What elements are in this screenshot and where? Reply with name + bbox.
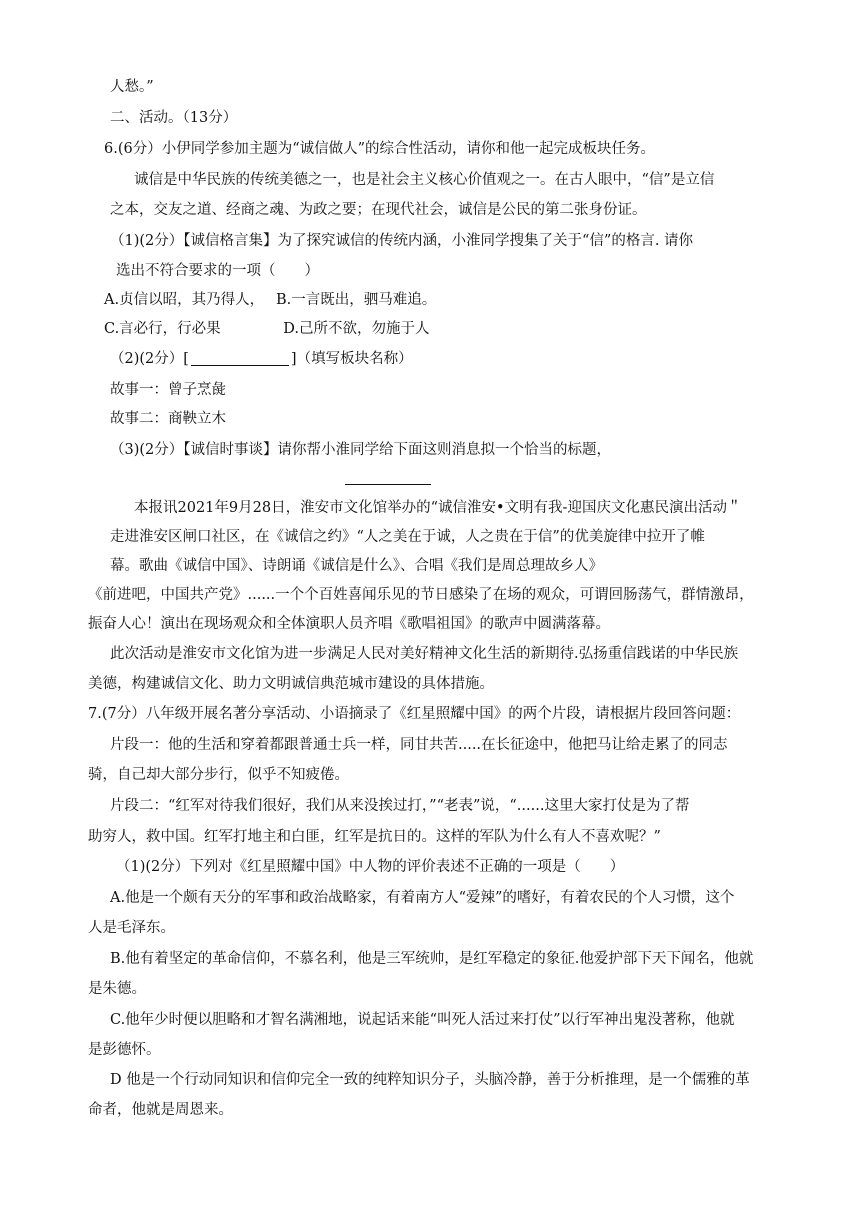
question-6-2-suffix: ]（填写板块名称） <box>290 351 413 367</box>
excerpt-one: 骑，自己却大部分步行，似乎不知疲倦。 <box>88 767 349 783</box>
question-6-stem: 6.(6分）小伊同学参加主题为“诚信做人”的综合性活动，请你和他一起完成板块任务。 <box>104 141 656 157</box>
option-b: 是朱德。 <box>88 981 146 997</box>
title-answer-line[interactable] <box>345 484 431 485</box>
text-line: 诚信是中华民族的传统美德之一，也是社会主义核心价值观之一。在古人眼中，“信”是立信 <box>134 172 715 188</box>
news-text: 《前进吧，中国共产党》......一个个百姓喜闻乐见的节日感染了在场的观众，可谓回肠荡气，群情激昂， <box>88 587 754 603</box>
option-b: B.他有着坚定的革命信仰，不慕名利，他是三军统帅，是红军稳定的象征.他爱护部下天下闻名，他就 <box>110 951 754 967</box>
option-a: A.他是一个颇有天分的军事和政治战略家，有着南方人“爱辣”的嗜好，有着农民的个人习惯，这个 <box>110 890 735 906</box>
excerpt-one: 片段一：他的生活和穿着都跟普通士兵一样，同甘共苦.....在长征途中，他把马让给走累了的同志 <box>110 737 728 753</box>
question-6-3: （3)(2分）【诚信时事谈】请你帮小淮同学给下面这则消息拟一个恰当的标题， <box>110 442 612 458</box>
news-text: 走进淮安区闸口社区，在《诚信之约》“人之美在于诚，人之贵在于信”的优美旋律中拉开了帷 <box>110 529 705 545</box>
text-line: 故事二：商鞅立木 <box>110 411 226 427</box>
question-7-stem: 7.(7分）八年级开展名著分享活动、小语摘录了《红星照耀中国》的两个片段，请根据片段回答问题： <box>88 706 741 722</box>
option-d: D 他是一个行动同知识和信仰完全一致的纯粹知识分子，头脑冷静，善于分析推理，是一个儒雅的革 <box>110 1072 750 1088</box>
excerpt-two: 助穷人，救中国。红军打地主和白匪，红军是抗日的。这样的军队为什么有人不喜欢呢？” <box>88 829 661 845</box>
option-a: 人是毛泽东。 <box>88 920 175 936</box>
section-heading: 二、活动。（13分） <box>110 110 238 126</box>
news-text: 本报讯2021年9月28日，淮安市文化馆举办的“诚信淮安•文明有我-迎国庆文化惠民演出活动＂ <box>134 500 742 516</box>
text-line: 选出不符合要求的一项（ ） <box>116 263 319 279</box>
excerpt-two: 片段二：“红军对待我们很好，我们从来没挨过打，”“老表”说，“......这里大家打仗是为了帮 <box>110 798 690 814</box>
news-text: 振奋人心！演出在现场观众和全体演职人员齐唱《歌唱祖国》的歌声中圆满落幕。 <box>88 616 610 632</box>
fill-in-blank[interactable] <box>191 352 289 366</box>
question-7-1: （1)(2分）下列对《红星照耀中国》中人物的评价表述不正确的一项是（ ） <box>116 859 625 875</box>
question-6-2-prefix: （2)(2分）[ <box>110 351 189 367</box>
text-line: 故事一：曾子烹彘 <box>110 382 226 398</box>
news-text: 此次活动是淮安市文化馆为进一步满足人民对美好精神文化生活的新期待.弘扬重信践诺的中华民族 <box>110 646 739 662</box>
text-line: 之本，交友之道、经商之魂、为政之要；在现代社会，诚信是公民的第二张身份证。 <box>110 202 647 218</box>
option-c: C.他年少时便以胆略和才智名满湘地，说起话来能“叫死人活过来打仗”以行军神出鬼没著称，他就 <box>110 1012 735 1028</box>
option-c: 是彭德怀。 <box>88 1042 161 1058</box>
question-6-1: （1)(2分）【诚信格言集】为了探究诚信的传统内涵，小淮同学搜集了关于“信”的格言. 请你 <box>110 233 694 249</box>
option-d: 命者，他就是周恩来。 <box>88 1102 233 1118</box>
question-6-2 <box>110 350 413 368</box>
text-line: 人愁。” <box>110 79 154 95</box>
option-line: C.言必行，行必果 D.己所不欲，勿施于人 <box>104 321 430 337</box>
news-text: 幕。歌曲《诚信中国》、诗朗诵《诚信是什么》、合唱《我们是周总理故乡人》 <box>110 558 603 574</box>
news-text: 美德，构建诚信文化、助力文明诚信典范城市建设的具体措施。 <box>88 676 494 692</box>
option-line: A.贞信以昭，其乃得人， B.一言既出，驷马难追。 <box>104 292 437 308</box>
